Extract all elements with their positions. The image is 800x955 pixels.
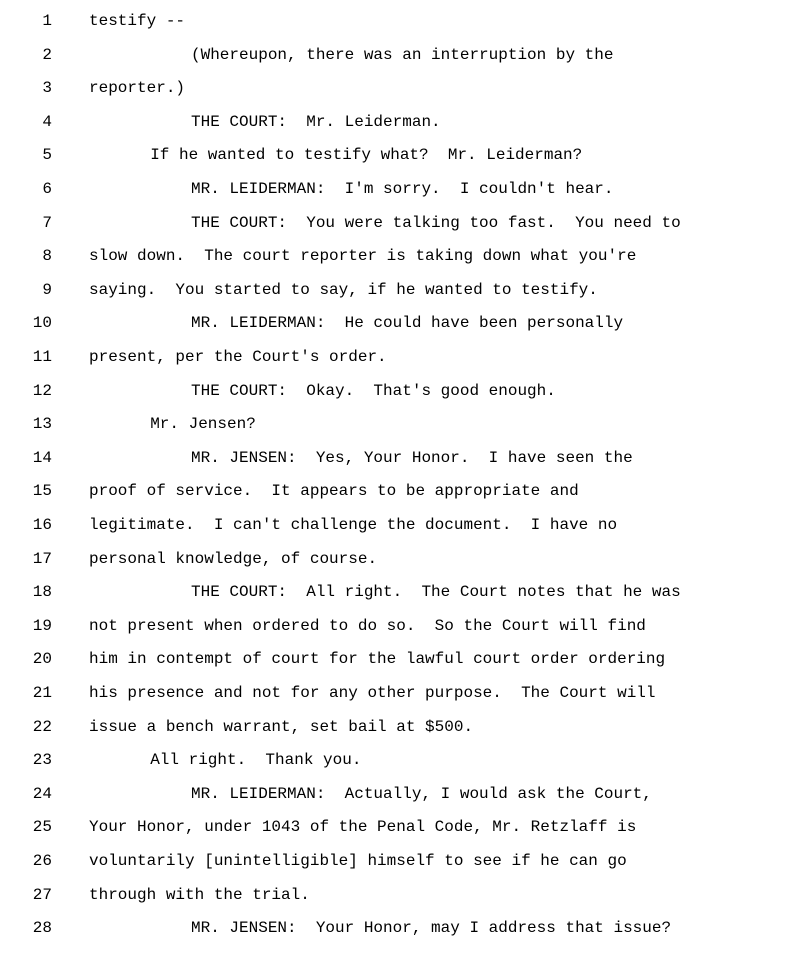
transcript-line — [0, 139, 800, 173]
transcript-line — [0, 408, 800, 442]
line-number: 6 — [42, 180, 52, 198]
line-number: 27 — [32, 885, 52, 904]
line-number: 4 — [42, 112, 52, 131]
line-text: present, per the Court's order. — [89, 348, 387, 366]
transcript-line — [0, 475, 800, 509]
line-text: If he wanted to testify what? Mr. Leiderman? — [150, 146, 583, 165]
line-text: his presence and not for any other purpose. The Court will — [89, 684, 656, 702]
line-number: 14 — [32, 448, 52, 467]
transcript-line — [0, 811, 800, 845]
transcript-line — [0, 442, 800, 476]
line-number: 9 — [42, 280, 52, 299]
line-text: MR. LEIDERMAN: He could have been personally — [191, 314, 624, 333]
transcript-line — [0, 509, 800, 543]
line-number: 24 — [32, 784, 52, 803]
line-number: 2 — [42, 45, 52, 64]
line-number: 15 — [32, 482, 52, 501]
transcript-line — [0, 610, 800, 644]
line-text: him in contempt of court for the lawful court order ordering — [89, 650, 666, 669]
transcript-line — [0, 845, 800, 879]
line-number: 11 — [32, 348, 52, 366]
line-number: 25 — [32, 818, 52, 837]
line-text: THE COURT: All right. The Court notes that he was — [191, 583, 681, 602]
line-number: 16 — [32, 516, 52, 534]
line-text: legitimate. I can't challenge the document. I have no — [89, 516, 618, 534]
transcript-line — [0, 375, 800, 409]
transcript-line — [0, 5, 800, 39]
line-text: MR. JENSEN: Your Honor, may I address that issue? — [191, 919, 672, 938]
transcript-line — [0, 341, 800, 375]
line-text: MR. JENSEN: Yes, Your Honor. I have seen the — [191, 448, 633, 467]
line-text: slow down. The court reporter is taking down what you're — [89, 247, 637, 266]
line-text: (Whereupon, there was an interruption by the — [191, 45, 614, 64]
line-number: 22 — [32, 717, 52, 736]
line-number: 13 — [32, 415, 52, 434]
line-number: 5 — [42, 146, 52, 165]
transcript-line — [0, 879, 800, 913]
line-number: 3 — [42, 79, 52, 98]
line-text: through with the trial. — [89, 885, 310, 904]
line-text: voluntarily [unintelligible] himself to see if he can go — [89, 852, 627, 870]
line-number: 23 — [32, 751, 52, 770]
transcript-line — [0, 106, 800, 140]
line-text: THE COURT: Okay. That's good enough. — [191, 381, 556, 400]
line-text: MR. LEIDERMAN: I'm sorry. I couldn't hear. — [191, 180, 614, 198]
line-number: 20 — [32, 650, 52, 669]
transcript-line — [0, 543, 800, 577]
line-number: 17 — [32, 549, 52, 568]
line-text: not present when ordered to do so. So the Court will find — [89, 616, 646, 635]
line-text: proof of service. It appears to be appropriate and — [89, 482, 579, 501]
line-text: issue a bench warrant, set bail at $500. — [89, 717, 474, 736]
transcript-line — [0, 39, 800, 73]
line-number: 19 — [32, 616, 52, 635]
line-text: testify -- — [89, 12, 186, 30]
line-text: All right. Thank you. — [150, 751, 362, 770]
transcript-line — [0, 274, 800, 308]
transcript-line — [0, 72, 800, 106]
line-number: 21 — [32, 684, 52, 702]
line-number: 7 — [42, 213, 52, 232]
line-number: 28 — [32, 919, 52, 938]
line-number: 18 — [32, 583, 52, 602]
transcript-line — [0, 207, 800, 241]
transcript-line — [0, 576, 800, 610]
line-text: personal knowledge, of course. — [89, 549, 378, 568]
transcript-line — [0, 912, 800, 946]
transcript-line — [0, 307, 800, 341]
transcript-line — [0, 240, 800, 274]
line-text: Your Honor, under 1043 of the Penal Code, Mr. Retzlaff is — [89, 818, 637, 837]
line-text: Mr. Jensen? — [150, 415, 256, 434]
transcript-line — [0, 677, 800, 711]
line-number: 10 — [32, 314, 52, 333]
transcript-line — [0, 744, 800, 778]
transcript-line — [0, 643, 800, 677]
line-text: THE COURT: You were talking too fast. You need to — [191, 213, 681, 232]
line-text: THE COURT: Mr. Leiderman. — [191, 112, 441, 131]
line-number: 1 — [42, 12, 52, 30]
transcript-line — [0, 173, 800, 207]
transcript-line — [0, 711, 800, 745]
transcript-line — [0, 778, 800, 812]
line-number: 26 — [32, 852, 52, 870]
line-text: MR. LEIDERMAN: Actually, I would ask the Court, — [191, 784, 652, 803]
line-number: 12 — [32, 381, 52, 400]
line-number: 8 — [42, 247, 52, 266]
line-text: saying. You started to say, if he wanted to testify. — [89, 280, 598, 299]
line-text: reporter.) — [89, 79, 186, 98]
